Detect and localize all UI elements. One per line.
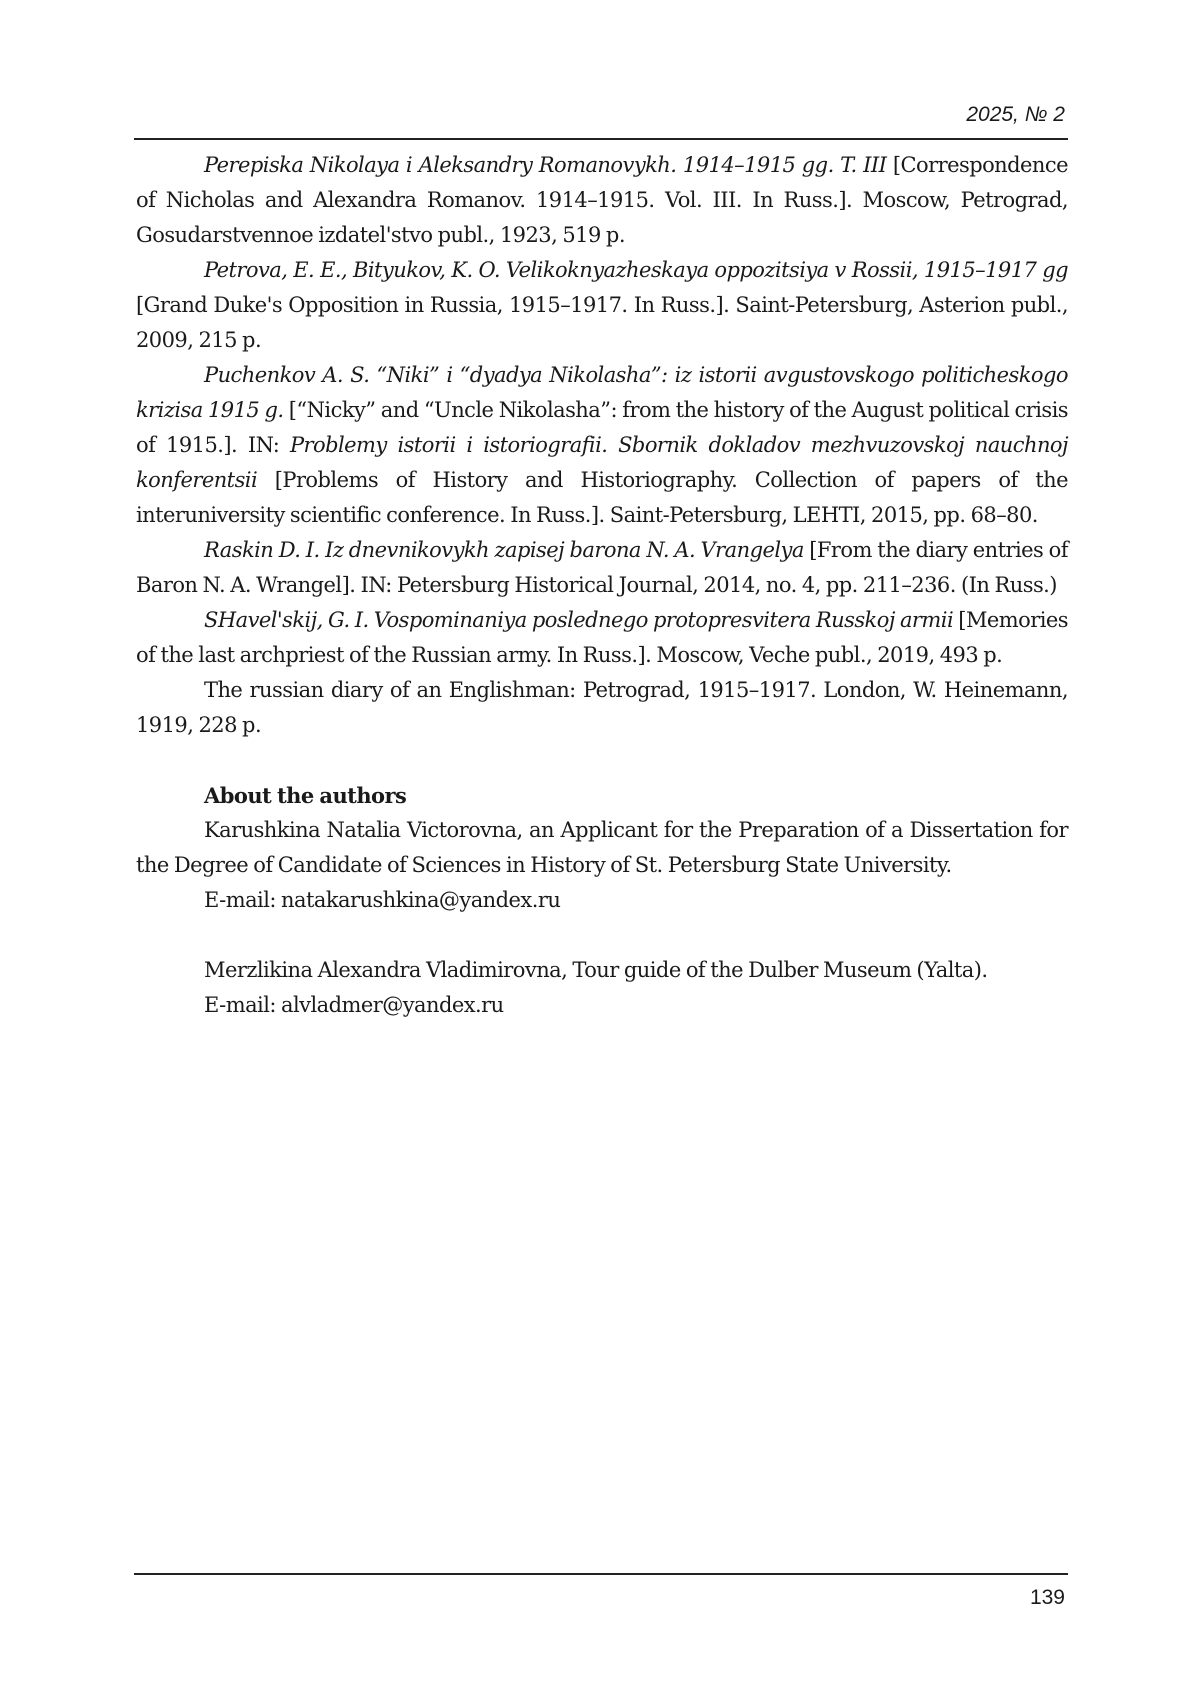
reference-entry <box>136 673 1068 743</box>
reference-entry <box>136 358 1068 533</box>
reference-collection-title: Problemy istorii i istoriografii. Sbornik dokladov mezhvuzovskoj nauchnoj konferentsii <box>136 433 1068 492</box>
reference-entry <box>136 148 1068 253</box>
reference-title: Perepiska Nikolaya i Aleksandry Romanovykh. 1914–1915 gg. T. III <box>204 153 887 177</box>
reference-entry <box>136 253 1068 358</box>
reference-details: [From the diary entries of Baron N. A. Wrangel]. IN: Petersburg Historical Journal, 2014, no. 4, pp. 211–236. (In Russ.) <box>136 538 1068 597</box>
author-email: E-mail: natakarushkina@yandex.ru <box>204 888 561 912</box>
reference-details: [Correspondence of Nicholas and Alexandra Romanov. 1914–1915. Vol. III. In Russ.]. Moscow, Petrograd, Gosudarstvennoe izdatel'stvo publ., 1923, 519 p. <box>136 153 1068 247</box>
author-bio: Karushkina Natalia Victorovna, an Applicant for the Preparation of a Dissertation for the Degree of Candidate of Sciences in History of St. Petersburg State University. <box>136 818 1068 877</box>
reference-details: [Memories of the last archpriest of the Russian army. In Russ.]. Moscow, Veche publ., 2019, 493 p. <box>136 608 1068 667</box>
reference-details: [Grand Duke's Opposition in Russia, 1915–1917. In Russ.]. Saint-Petersburg, Asterion publ., 2009, 215 p. <box>136 293 1068 352</box>
reference-details: The russian diary of an Englishman: Petrograd, 1915–1917. London, W. Heinemann, 1919, 228 p. <box>136 678 1068 737</box>
reference-title: SHavel'skij, G. I. Vospominaniya poslednego protopresvitera Russkoj armii <box>204 608 954 632</box>
reference-entry <box>136 603 1068 673</box>
reference-title: Raskin D. I. Iz dnevnikovykh zapisej barona N. A. Vrangelya <box>204 538 804 562</box>
spacer <box>136 918 1068 953</box>
about-authors-heading: About the authors <box>204 783 407 808</box>
reference-title: Petrova, E. E., Bityukov, K. O. Velikoknyazheskaya oppozitsiya v Rossii, 1915–1917 gg <box>204 258 1068 282</box>
reference-collection-details: [Problems of History and Historiography. Collection of papers of the interuniversity scientific conference. In Russ.]. Saint-Petersburg, LEHTI, 2015, pp. 68–80. <box>136 468 1068 527</box>
page-body <box>136 148 1068 1023</box>
reference-title: Puchenkov A. S. “Niki” i “dyadya Nikolasha”: iz istorii avgustovskogo politicheskogo krizisa 1915 g. <box>136 363 1068 422</box>
reference-entry <box>136 533 1068 603</box>
header-rule <box>134 138 1068 140</box>
journal-issue-label: 2025, № 2 <box>966 103 1065 126</box>
page-number: 139 <box>1029 1586 1065 1609</box>
reference-details: [“Nicky” and “Uncle Nikolasha”: from the history of the August political crisis of 1915.]. IN: <box>136 398 1068 457</box>
author-bio: Merzlikina Alexandra Vladimirovna, Tour guide of the Dulber Museum (Yalta). <box>204 958 988 982</box>
author-email: E-mail: alvladmer@yandex.ru <box>204 993 504 1017</box>
footer-rule <box>134 1573 1068 1575</box>
